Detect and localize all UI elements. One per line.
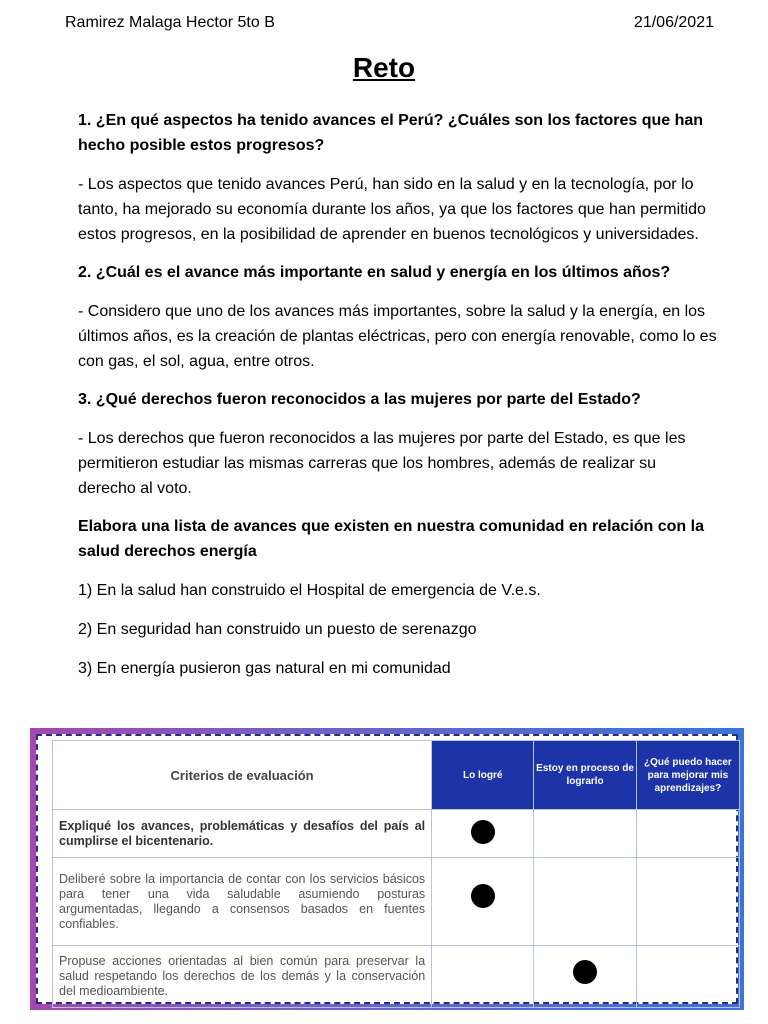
- student-name: Ramirez Malaga Hector 5to B: [65, 14, 275, 31]
- table-row: [53, 858, 740, 946]
- answer-1: - Los aspectos que tenido avances Perú, han sido en la salud y en la tecnología, por lo tanto, ha mejorado su economía durante los años, ya que los factores que han permitido estos progresos, en la posibilidad de aprender en buenos tecnológicos y universidades.: [78, 176, 706, 243]
- achieved-cell: [432, 946, 534, 1008]
- question-2: 2. ¿Cuál es el avance más importante en salud y energía en los últimos años?: [78, 264, 671, 281]
- achieved-cell: [432, 810, 534, 858]
- header-in-process: Estoy en proceso de lograrlo: [534, 741, 637, 810]
- improve-cell: [636, 810, 739, 858]
- evaluation-table: [52, 740, 740, 1008]
- evaluation-table-frame: [30, 728, 744, 1010]
- criterion-text: Propuse acciones orientadas al bien común para preservar la salud respetando los derechos de los demás y la conservación del medioambiente.: [53, 946, 432, 1008]
- improve-cell: [636, 946, 739, 1008]
- table-row: [53, 946, 740, 1008]
- achieved-cell: [432, 858, 534, 946]
- document-body: [78, 108, 718, 681]
- header-criteria: Criterios de evaluación: [53, 741, 432, 810]
- page-title: Reto: [352, 52, 416, 83]
- in-process-cell: [534, 858, 637, 946]
- document-date: 21/06/2021: [633, 14, 714, 31]
- header-achieved: Lo logré: [432, 741, 534, 810]
- criterion-text: Deliberé sobre la importancia de contar con los servicios básicos para tener una vida saludable asumiendo posturas argumentadas, llegando a consensos basados en fuentes confiables.: [53, 858, 432, 946]
- evaluation-header-row: [53, 741, 740, 810]
- answer-2: - Considero que uno de los avances más importantes, sobre la salud y la energía, en los últimos años, es la creación de plantas eléctricas, pero con energía renovable, como lo es con gas, el sol, agua, entre otros.: [78, 303, 717, 370]
- question-1: 1. ¿En qué aspectos ha tenido avances el Perú? ¿Cuáles son los factores que han hecho posible estos progresos?: [78, 112, 704, 154]
- mark-dot: [471, 884, 495, 908]
- in-process-cell: [534, 810, 637, 858]
- list-item: 1) En la salud han construido el Hospital de emergencia de V.e.s.: [78, 582, 541, 599]
- criterion-text: Expliqué los avances, problemáticas y desafíos del país al cumplirse el bicentenario.: [53, 810, 432, 858]
- list-item: 3) En energía pusieron gas natural en mi comunidad: [78, 660, 451, 677]
- question-3: 3. ¿Qué derechos fueron reconocidos a las mujeres por parte del Estado?: [78, 391, 641, 408]
- list-prompt: Elabora una lista de avances que existen en nuestra comunidad en relación con la salud derechos energía: [78, 518, 704, 560]
- improve-cell: [636, 858, 739, 946]
- in-process-cell: [534, 946, 637, 1008]
- list-item: 2) En seguridad han construido un puesto de serenazgo: [78, 621, 477, 638]
- mark-dot: [471, 820, 495, 844]
- table-row: [53, 810, 740, 858]
- mark-dot: [573, 960, 597, 984]
- answer-3: - Los derechos que fueron reconocidos a las mujeres por parte del Estado, es que les permitieron estudiar las mismas carreras que los hombres, además de realizar su derecho al voto.: [78, 430, 686, 497]
- header-improve: ¿Qué puedo hacer para mejorar mis aprendizajes?: [636, 741, 739, 810]
- evaluation-table-border: [36, 734, 738, 1004]
